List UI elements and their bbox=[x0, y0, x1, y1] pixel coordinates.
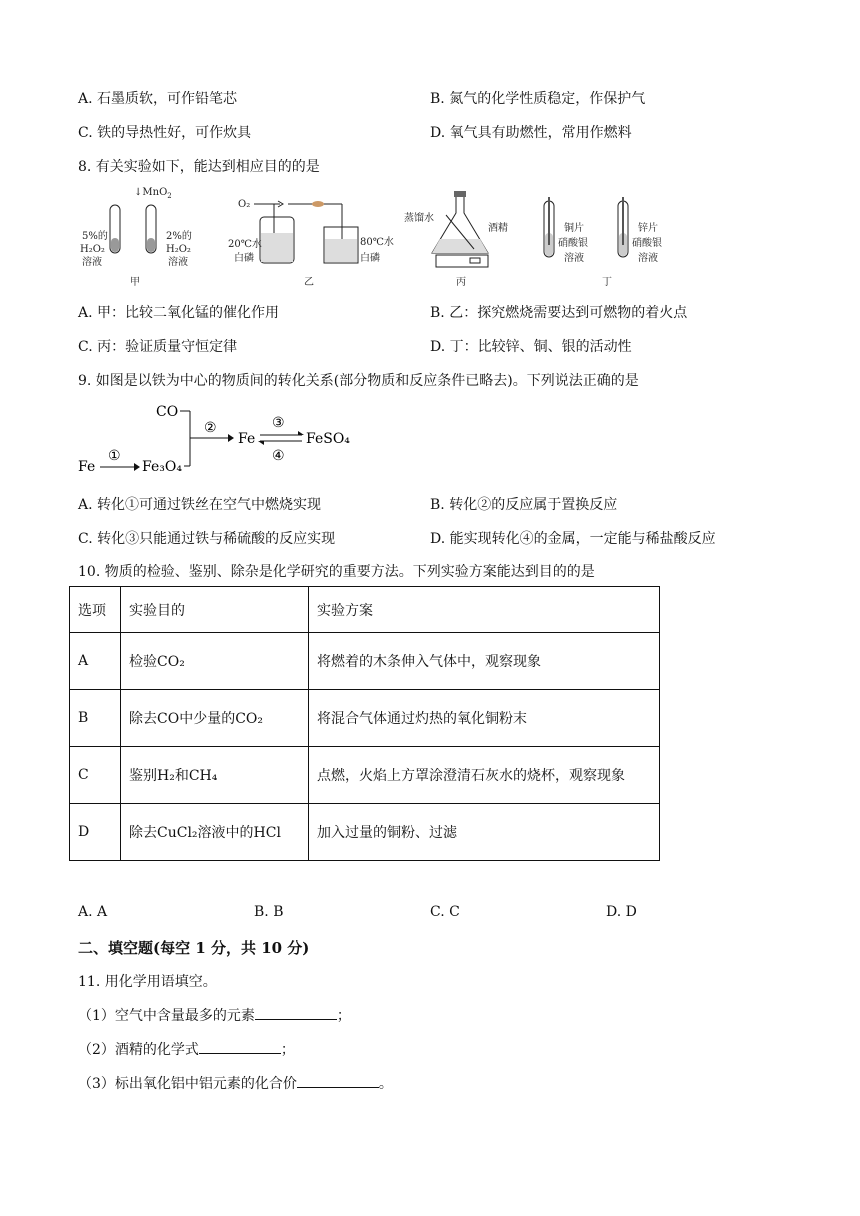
q9-option-a: A. 转化①可通过铁丝在空气中燃烧实现 bbox=[78, 497, 322, 513]
ding-2-label-b: 硝酸银 bbox=[632, 238, 662, 249]
table-row bbox=[70, 804, 660, 861]
q11-part-1-text: （1）空气中含量最多的元素 bbox=[78, 1008, 255, 1024]
yi-caption: 乙 bbox=[304, 277, 314, 288]
q11-part-2-end: ； bbox=[280, 1042, 295, 1058]
section-title: 二、填空题(每空 1 分，共 10 分) bbox=[78, 939, 310, 957]
table-row bbox=[70, 747, 660, 804]
jia-right-label-1: 2%的 bbox=[166, 231, 192, 242]
q11-part-2-text: （2）酒精的化学式 bbox=[78, 1042, 199, 1058]
yi-right-label-1: 80℃水 bbox=[360, 237, 394, 248]
fe-start-label: Fe bbox=[78, 459, 96, 475]
row-c-option: C bbox=[70, 747, 121, 804]
jia-right-label-3: 溶液 bbox=[168, 257, 188, 268]
row-b-option: B bbox=[70, 690, 121, 747]
header-plan: 实验方案 bbox=[309, 587, 660, 633]
row-b-plan: 将混合气体通过灼热的氧化铜粉末 bbox=[309, 690, 660, 747]
q11-part-3 bbox=[78, 1073, 393, 1093]
figure-ding bbox=[544, 197, 662, 288]
q9-stem: 9. 如图是以铁为中心的物质间的转化关系(部分物质和反应条件已略去)。下列说法正确的是 bbox=[78, 373, 639, 389]
q7-option-b: B. 氮气的化学性质稳定，作保护气 bbox=[430, 91, 646, 107]
q8-option-c: C. 丙：验证质量守恒定律 bbox=[78, 339, 238, 355]
q10-experiment-table bbox=[69, 586, 660, 861]
q9-option-d: D. 能实现转化④的金属，一定能与稀盐酸反应 bbox=[430, 531, 716, 547]
figure-bing bbox=[404, 191, 508, 288]
step-4-label: ④ bbox=[272, 448, 285, 464]
q8-stem: 8. 有关实验如下，能达到相应目的的是 bbox=[78, 159, 320, 175]
jia-left-label-3: 溶液 bbox=[82, 257, 102, 268]
row-c-purpose: 鉴别H₂和CH₄ bbox=[121, 747, 309, 804]
jia-left-label-1: 5%的 bbox=[82, 231, 108, 242]
q10-stem: 10. 物质的检验、鉴别、除杂是化学研究的重要方法。下列实验方案能达到目的的是 bbox=[78, 564, 595, 580]
row-d-purpose: 除去CuCl₂溶液中的HCl bbox=[121, 804, 309, 861]
ding-1-label-b: 硝酸银 bbox=[558, 238, 588, 249]
q7-option-a: A. 石墨质软，可作铅笔芯 bbox=[78, 91, 238, 107]
ding-2-label-a: 锌片 bbox=[638, 223, 658, 234]
q10-option-a: A. A bbox=[78, 904, 108, 920]
header-option: 选项 bbox=[70, 587, 121, 633]
jia-right-label-2: H₂O₂ bbox=[166, 244, 191, 255]
yi-left-label-2: 白磷 bbox=[234, 253, 254, 264]
yi-right-label-2: 白磷 bbox=[360, 253, 380, 264]
ding-2-label-c: 溶液 bbox=[638, 253, 658, 264]
co-label: CO bbox=[156, 404, 179, 420]
fe-center-label: Fe bbox=[238, 431, 256, 447]
header-purpose: 实验目的 bbox=[121, 587, 309, 633]
q11-part-3-blank bbox=[297, 1073, 379, 1088]
q8-experiment-figures bbox=[78, 183, 718, 291]
jia-caption: 甲 bbox=[130, 277, 140, 288]
row-a-option: A bbox=[70, 633, 121, 690]
ding-caption: 丁 bbox=[602, 277, 612, 288]
bing-caption: 丙 bbox=[456, 277, 466, 288]
q7-option-d: D. 氧气具有助燃性，常用作燃料 bbox=[430, 125, 632, 141]
q11-part-2-blank bbox=[199, 1039, 281, 1054]
step-1-label: ① bbox=[108, 448, 121, 464]
q11-part-1-blank bbox=[255, 1005, 337, 1020]
feso4-label: FeSO₄ bbox=[306, 431, 350, 447]
q11-part-3-end: 。 bbox=[378, 1076, 393, 1092]
row-b-purpose: 除去CO中少量的CO₂ bbox=[121, 690, 309, 747]
ding-1-label-a: 铜片 bbox=[564, 223, 584, 234]
step-3-label: ③ bbox=[272, 415, 285, 431]
row-a-purpose: 检验CO₂ bbox=[121, 633, 309, 690]
q11-part-1-end: ； bbox=[336, 1008, 351, 1024]
q10-option-b: B. B bbox=[254, 904, 284, 920]
q8-option-d: D. 丁：比较锌、铜、银的活动性 bbox=[430, 339, 632, 355]
bing-left-label: 蒸馏水 bbox=[404, 213, 434, 224]
q11-part-2 bbox=[78, 1039, 295, 1059]
row-a-plan: 将燃着的木条伸入气体中，观察现象 bbox=[309, 633, 660, 690]
q10-option-c: C. C bbox=[430, 904, 460, 920]
q10-option-d: D. D bbox=[606, 904, 637, 920]
jia-left-label-2: H₂O₂ bbox=[80, 244, 105, 255]
bing-right-label: 酒精 bbox=[488, 223, 508, 234]
q11-part-3-text: （3）标出氧化铝中铝元素的化合价 bbox=[78, 1076, 297, 1092]
row-d-option: D bbox=[70, 804, 121, 861]
q9-conversion-diagram bbox=[76, 396, 376, 478]
q9-option-b: B. 转化②的反应属于置换反应 bbox=[430, 497, 618, 513]
step-2-label: ② bbox=[204, 420, 217, 436]
fe3o4-label: Fe₃O₄ bbox=[142, 459, 182, 475]
q7-option-c: C. 铁的导热性好，可作炊具 bbox=[78, 125, 252, 141]
q9-option-c: C. 转化③只能通过铁与稀硫酸的反应实现 bbox=[78, 531, 336, 547]
yi-left-label-1: 20℃水 bbox=[228, 239, 262, 250]
row-c-plan: 点燃，火焰上方罩涂澄清石灰水的烧杯，观察现象 bbox=[309, 747, 660, 804]
ding-1-label-c: 溶液 bbox=[564, 253, 584, 264]
figure-jia bbox=[80, 187, 192, 288]
table-row bbox=[70, 633, 660, 690]
q11-part-1 bbox=[78, 1005, 351, 1025]
table-header-row bbox=[70, 587, 660, 633]
table-row bbox=[70, 690, 660, 747]
q11-stem: 11. 用化学用语填空。 bbox=[78, 974, 217, 990]
q8-option-b: B. 乙：探究燃烧需要达到可燃物的着火点 bbox=[430, 305, 688, 321]
q8-option-a: A. 甲：比较二氧化锰的催化作用 bbox=[78, 305, 280, 321]
row-d-plan: 加入过量的铜粉、过滤 bbox=[309, 804, 660, 861]
o2-label: O₂ bbox=[238, 199, 251, 210]
mno2-label: ↓MnO$_2$ bbox=[134, 187, 172, 200]
figure-yi bbox=[228, 199, 394, 288]
